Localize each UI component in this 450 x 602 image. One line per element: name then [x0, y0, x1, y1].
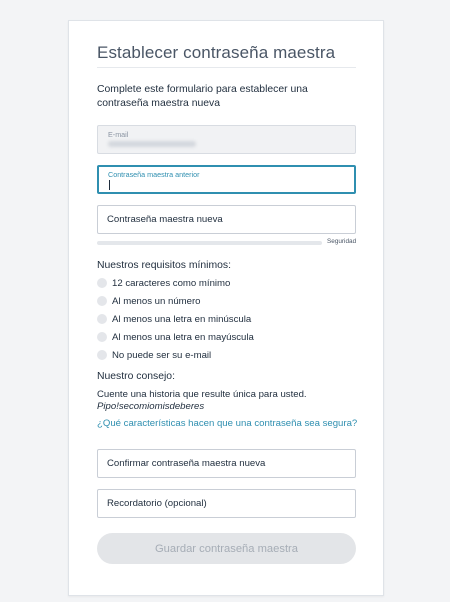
requirement-text: Al menos un número	[112, 296, 201, 307]
set-master-password-form	[68, 20, 384, 596]
requirement-status-icon	[97, 332, 107, 342]
strength-meter	[97, 241, 322, 245]
tip-heading: Nuestro consejo:	[97, 371, 175, 382]
save-master-password-button[interactable]: Guardar contraseña maestra	[97, 533, 356, 564]
new-password-placeholder: Contraseña maestra nueva	[107, 214, 223, 225]
reminder-placeholder: Recordatorio (opcional)	[107, 498, 207, 509]
new-password-field[interactable]	[97, 205, 356, 234]
page-title: Establecer contraseña maestra	[97, 43, 336, 62]
email-field	[97, 125, 356, 154]
requirement-text: 12 caracteres como mínimo	[112, 278, 231, 289]
divider	[97, 67, 356, 68]
old-password-field[interactable]	[97, 165, 356, 194]
form-intro: Complete este formulario para establecer una contraseña maestra nueva	[97, 84, 308, 109]
email-label: E-mail	[108, 130, 129, 139]
strength-label: Seguridad	[327, 238, 357, 245]
tip-example: Pipo!secomiomisdeberes	[97, 401, 205, 412]
old-password-label: Contraseña maestra anterior	[108, 170, 200, 179]
requirement-status-icon	[97, 350, 107, 360]
requirement-text: No puede ser su e-mail	[112, 350, 212, 361]
reminder-field[interactable]	[97, 489, 356, 518]
tip-text: Cuente una historia que resulte única para usted.	[97, 389, 307, 400]
text-cursor	[109, 180, 110, 190]
confirm-password-field[interactable]	[97, 449, 356, 478]
email-value-redacted	[108, 141, 196, 147]
requirements-heading: Nuestros requisitos mínimos:	[97, 260, 231, 271]
requirement-text: Al menos una letra en mayúscula	[112, 332, 254, 343]
requirement-text: Al menos una letra en minúscula	[112, 314, 252, 325]
confirm-password-placeholder: Confirmar contraseña maestra nueva	[107, 458, 266, 469]
password-strength-help-link[interactable]: ¿Qué características hacen que una contraseña sea segura?	[97, 418, 358, 429]
requirement-status-icon	[97, 278, 107, 288]
requirement-status-icon	[97, 314, 107, 324]
requirement-status-icon	[97, 296, 107, 306]
